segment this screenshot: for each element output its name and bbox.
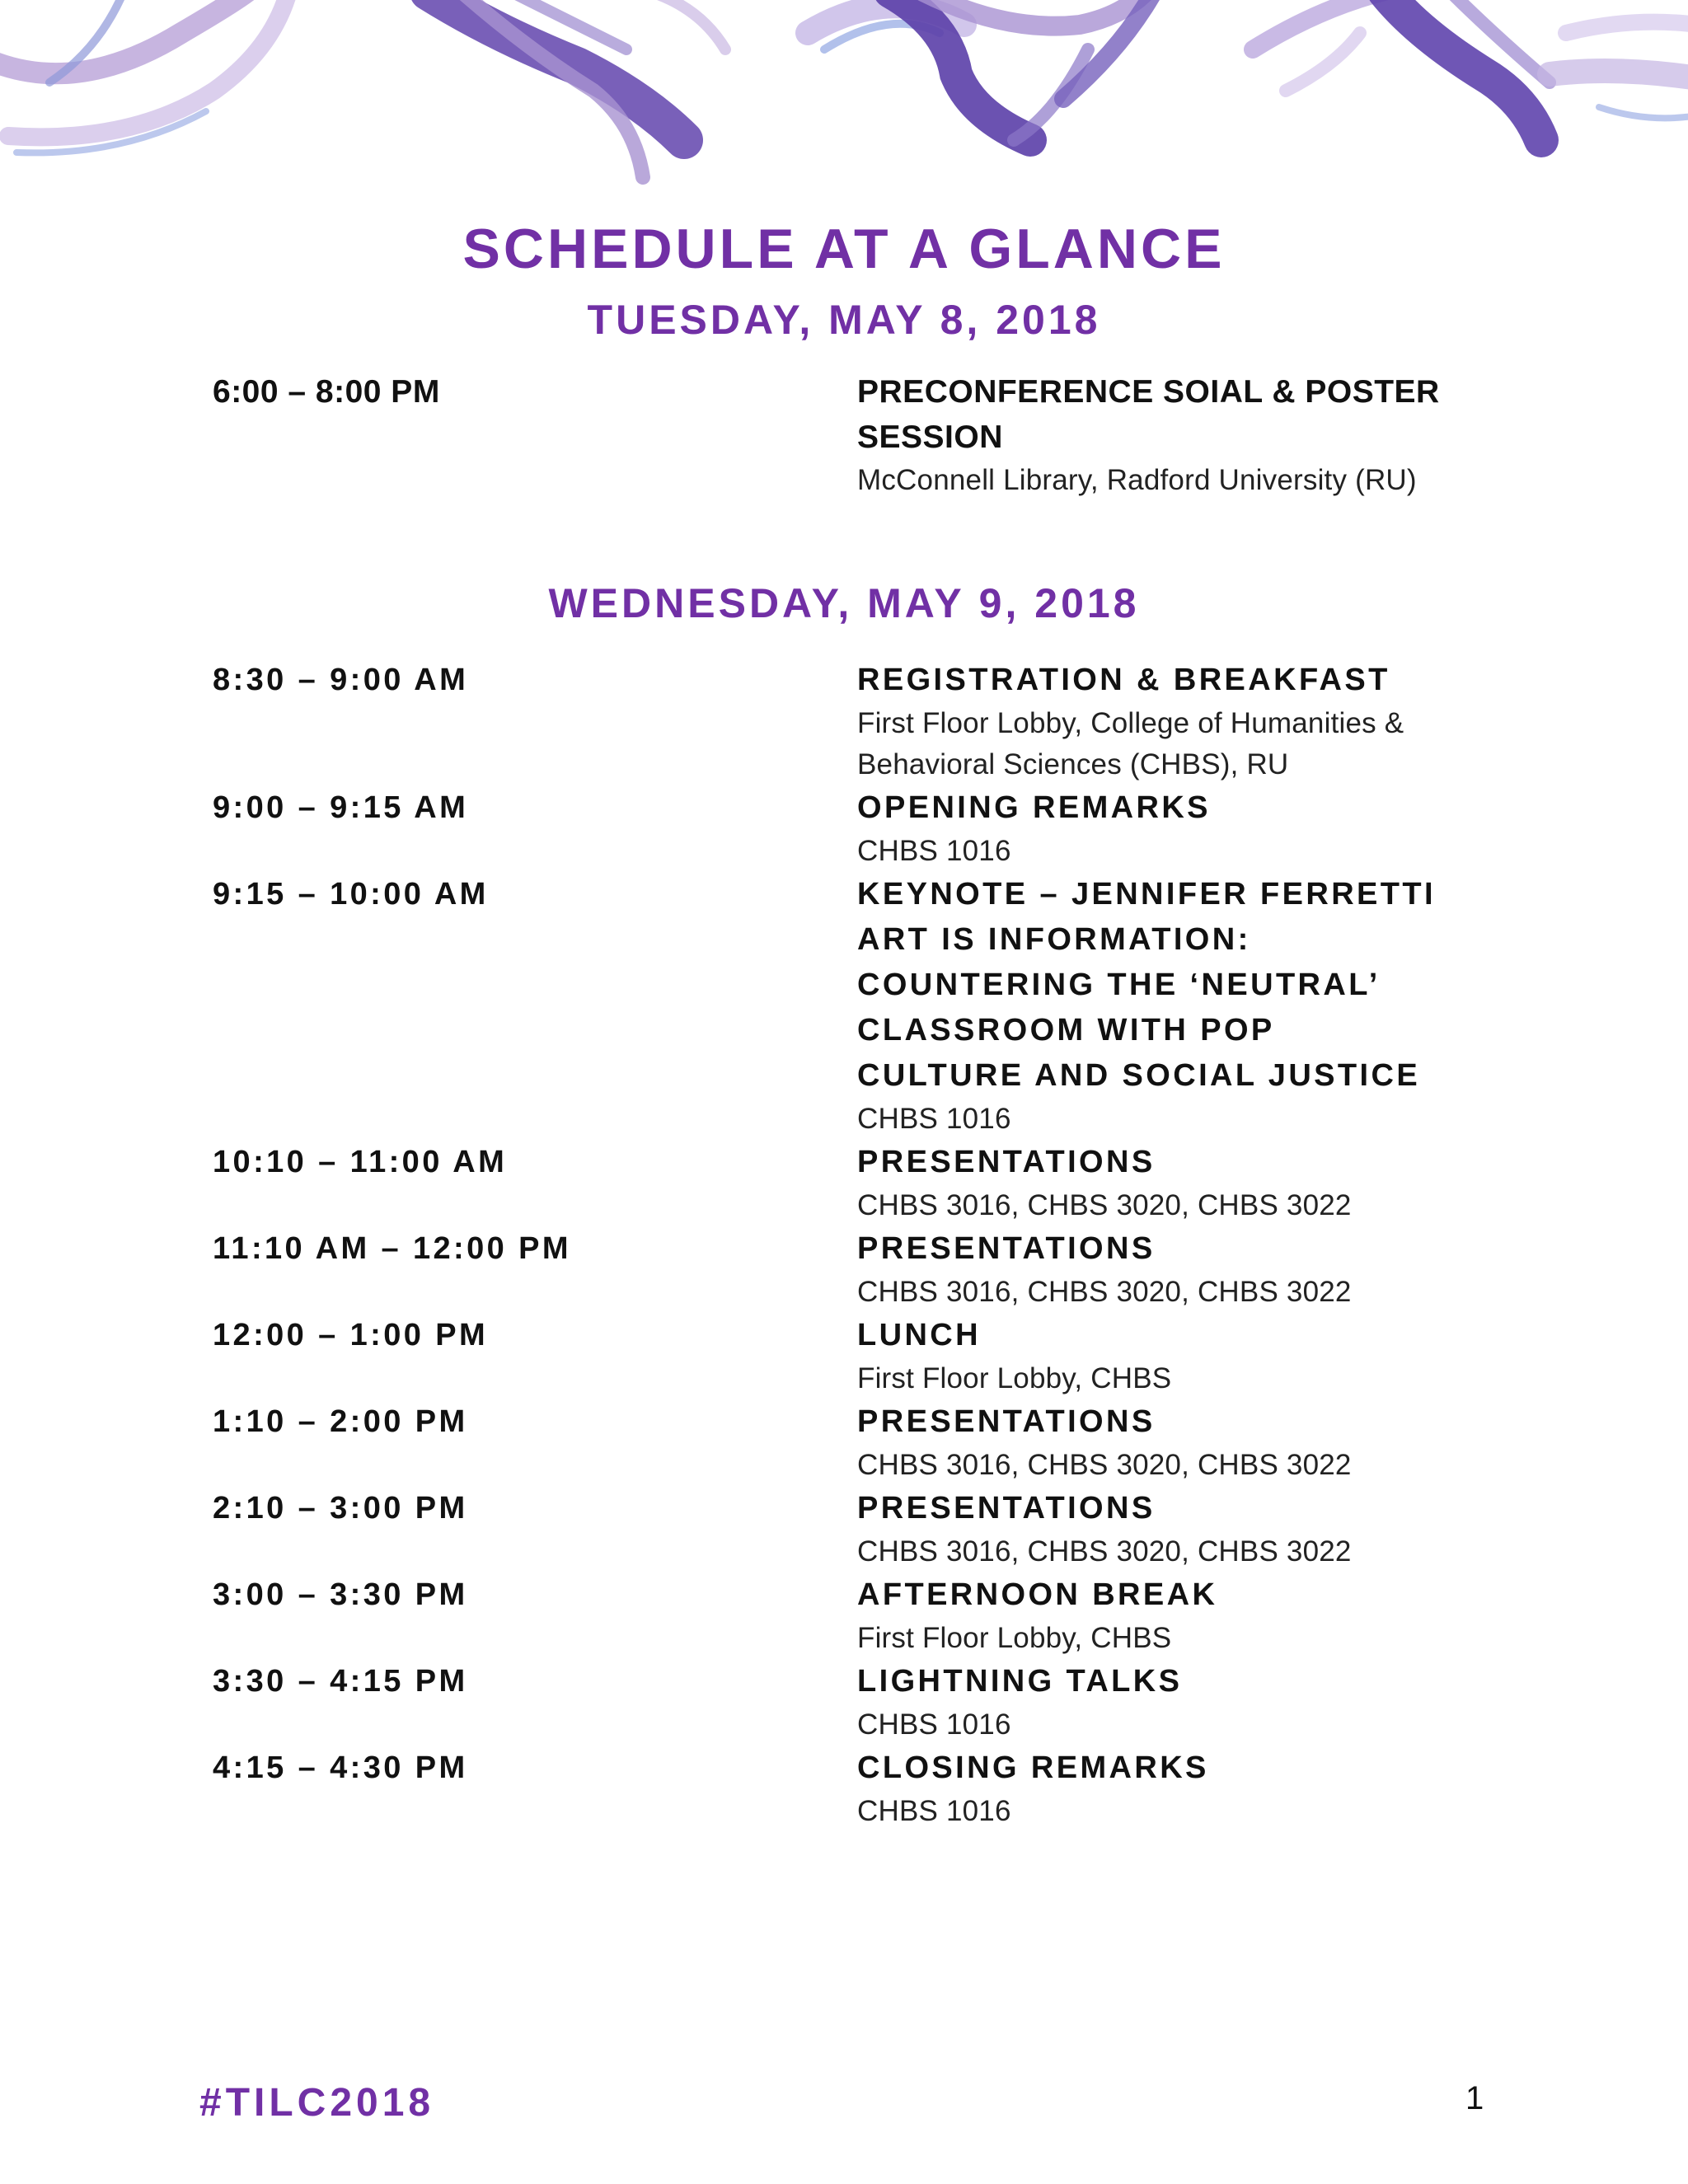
tuesday-schedule [0, 369, 1688, 501]
schedule-entry [0, 1572, 1688, 1659]
entry-event: PRESENTATIONS [857, 1404, 1156, 1439]
schedule-entry [0, 872, 1688, 1140]
entry-time: 12:00 – 1:00 PM [213, 1318, 489, 1352]
schedule-entry [0, 1659, 1688, 1746]
entry-event: PRESENTATIONS [857, 1145, 1156, 1179]
entry-time: 2:10 – 3:00 PM [213, 1491, 468, 1526]
entry-location: CHBS 1016 [857, 1708, 1011, 1741]
entry-time: 6:00 – 8:00 PM [213, 374, 440, 410]
page-title: SCHEDULE AT A GLANCE [462, 218, 1226, 280]
entry-location: First Floor Lobby, CHBS [857, 1362, 1172, 1394]
entry-detail [857, 1313, 1484, 1399]
entry-time: 3:00 – 3:30 PM [213, 1577, 468, 1612]
schedule-entry [0, 1486, 1688, 1572]
entry-location: CHBS 1016 [857, 1795, 1011, 1827]
entry-time: 3:30 – 4:15 PM [213, 1664, 468, 1699]
schedule-entry [0, 1746, 1688, 1832]
entry-detail [857, 785, 1484, 872]
entry-time: 1:10 – 2:00 PM [213, 1404, 468, 1439]
wednesday-schedule [0, 658, 1688, 1832]
schedule-entry [0, 1399, 1688, 1486]
entry-detail [857, 1226, 1484, 1313]
event-hashtag: #TILC2018 [199, 2081, 435, 2125]
entry-detail [857, 1486, 1484, 1572]
entry-detail [857, 1140, 1484, 1226]
entry-event: LUNCH [857, 1318, 981, 1352]
entry-event: REGISTRATION & BREAKFAST [857, 663, 1390, 697]
entry-event: AFTERNOON BREAK [857, 1577, 1218, 1612]
entry-location: CHBS 1016 [857, 1103, 1011, 1135]
entry-detail [857, 369, 1484, 501]
entry-event: KEYNOTE – JENNIFER FERRETTI ART IS INFORMATION: COUNTERING THE ‘NEUTRAL’ CLASSROOM WITH POP CULTURE AND SOCIAL JUSTICE [857, 877, 1436, 1093]
entry-detail [857, 1399, 1484, 1486]
schedule-entry [0, 658, 1688, 785]
entry-location: CHBS 3016, CHBS 3020, CHBS 3022 [857, 1276, 1352, 1308]
entry-event: CLOSING REMARKS [857, 1750, 1209, 1785]
entry-location: CHBS 3016, CHBS 3020, CHBS 3022 [857, 1535, 1352, 1568]
day-heading-wednesday: WEDNESDAY, MAY 9, 2018 [548, 580, 1140, 626]
entry-detail [857, 872, 1484, 1140]
page-number: 1 [1465, 2080, 1484, 2116]
schedule-entry [0, 1140, 1688, 1226]
entry-time: 11:10 AM – 12:00 PM [213, 1231, 571, 1266]
entry-time: 10:10 – 11:00 AM [213, 1145, 508, 1179]
entry-event: OPENING REMARKS [857, 790, 1211, 825]
schedule-entry [0, 369, 1688, 501]
schedule-entry [0, 1313, 1688, 1399]
schedule-entry [0, 785, 1688, 872]
entry-time: 4:15 – 4:30 PM [213, 1750, 468, 1785]
entry-detail [857, 1746, 1484, 1832]
day-heading-tuesday: TUESDAY, MAY 8, 2018 [587, 297, 1101, 343]
entry-location: CHBS 3016, CHBS 3020, CHBS 3022 [857, 1449, 1352, 1481]
entry-event: PRESENTATIONS [857, 1231, 1156, 1266]
entry-detail [857, 1572, 1484, 1659]
schedule-entry [0, 1226, 1688, 1313]
entry-location: CHBS 1016 [857, 835, 1011, 867]
entry-location: First Floor Lobby, College of Humanities & Behavioral Sciences (CHBS), RU [857, 707, 1404, 780]
entry-time: 9:00 – 9:15 AM [213, 790, 469, 825]
entry-event: PRESENTATIONS [857, 1491, 1156, 1526]
entry-location: CHBS 3016, CHBS 3020, CHBS 3022 [857, 1189, 1352, 1221]
entry-time: 9:15 – 10:00 AM [213, 877, 489, 912]
entry-detail [857, 658, 1484, 785]
entry-event: PRECONFERENCE SOIAL & POSTER SESSION [857, 374, 1440, 455]
entry-location: First Floor Lobby, CHBS [857, 1622, 1172, 1654]
watercolor-brush-decoration [0, 0, 1688, 190]
entry-event: LIGHTNING TALKS [857, 1664, 1183, 1699]
entry-location: McConnell Library, Radford University (RU) [857, 464, 1417, 496]
entry-time: 8:30 – 9:00 AM [213, 663, 469, 697]
entry-detail [857, 1659, 1484, 1746]
